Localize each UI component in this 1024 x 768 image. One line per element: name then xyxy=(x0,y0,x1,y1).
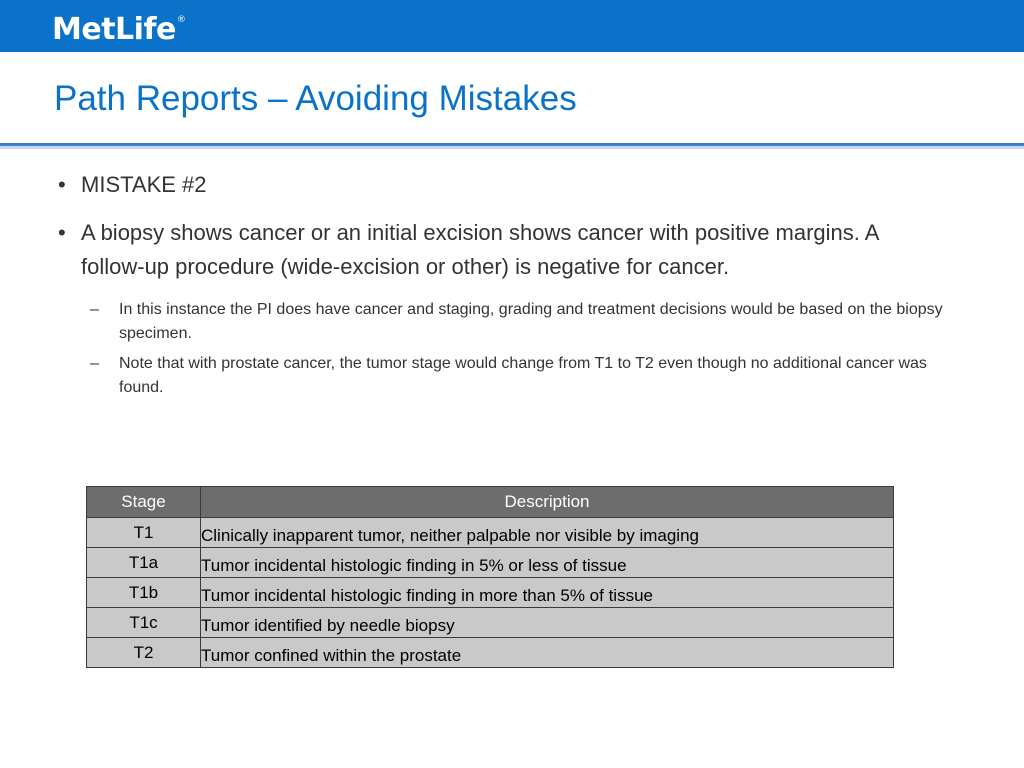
bullet-item xyxy=(58,168,911,202)
stage-cell: T1 xyxy=(87,518,201,548)
table-row xyxy=(87,518,894,548)
bullet-icon: • xyxy=(58,172,66,197)
sub-bullet-text: Note that with prostate cancer, the tumor stage would change from T1 to T2 even though no additional cancer was found. xyxy=(119,355,927,396)
stage-cell: T1c xyxy=(87,608,201,638)
column-header-description: Description xyxy=(201,487,894,518)
title-divider-shadow xyxy=(0,146,1024,149)
bullet-icon: • xyxy=(58,220,66,245)
sub-bullet-text: In this instance the PI does have cancer and staging, grading and treatment decisions would be based on the biopsy specimen. xyxy=(119,301,943,342)
bullet-item xyxy=(58,216,911,284)
brand-bar xyxy=(0,0,1024,52)
description-cell: Clinically inapparent tumor, neither palpable nor visible by imaging xyxy=(201,518,894,548)
table-row xyxy=(87,608,894,638)
description-cell: Tumor incidental histologic finding in 5% or less of tissue xyxy=(201,548,894,578)
description-cell: Tumor incidental histologic finding in more than 5% of tissue xyxy=(201,578,894,608)
sub-bullet-item xyxy=(58,298,969,346)
description-cell: Tumor confined within the prostate xyxy=(201,638,894,668)
stage-cell: T1a xyxy=(87,548,201,578)
slide-title: Path Reports – Avoiding Mistakes xyxy=(54,79,577,118)
logo-text: MetLife xyxy=(52,12,176,47)
bullet-text: MISTAKE #2 xyxy=(81,172,207,197)
bullet-text: A biopsy shows cancer or an initial excision shows cancer with positive margins. A follow-up procedure (wide-excision or other) is negative for cancer. xyxy=(81,220,879,279)
column-header-stage: Stage xyxy=(87,487,201,518)
dash-icon: – xyxy=(90,355,99,372)
slide-content xyxy=(58,168,978,406)
tumor-stage-table xyxy=(86,486,894,668)
stage-cell: T2 xyxy=(87,638,201,668)
sub-bullet-item xyxy=(58,352,969,400)
dash-icon: – xyxy=(90,301,99,318)
table-row xyxy=(87,548,894,578)
metlife-logo xyxy=(52,6,185,50)
table-row xyxy=(87,638,894,668)
stage-cell: T1b xyxy=(87,578,201,608)
registered-mark: ® xyxy=(176,15,186,25)
table-header-row xyxy=(87,487,894,518)
description-cell: Tumor identified by needle biopsy xyxy=(201,608,894,638)
table-row xyxy=(87,578,894,608)
